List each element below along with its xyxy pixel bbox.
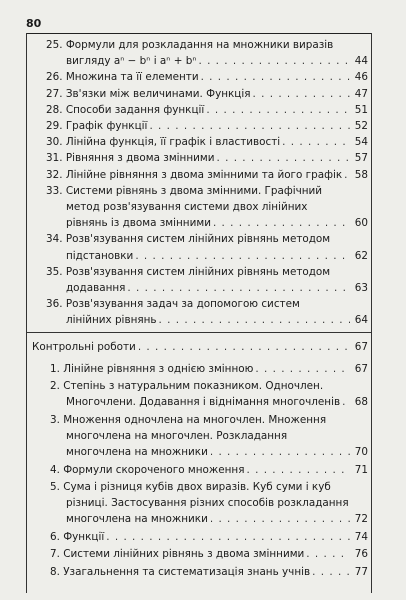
toc-entry-text: 27. Зв'язки між величинами. Функція [46,87,251,100]
dot-leader [210,444,350,460]
toc-entry-text: 1. Лінійне рівняння з однією змінною [50,362,254,375]
toc-entry-text: 29. Графік функції [46,120,148,132]
toc-page-number: 44 [354,55,368,68]
toc-page-number: 51 [354,103,368,116]
toc-entry-last-line [46,150,368,166]
toc-page-number: 64 [354,314,368,327]
toc-page-number: 57 [354,152,368,165]
toc-entry-line [46,296,300,312]
section-divider [26,332,372,333]
dot-leader [342,394,350,410]
dot-leader [106,529,350,545]
toc-entry-text: 25. Формули для розкладання на множники виразів [46,39,334,51]
toc-entry-last-line [66,511,368,527]
toc-entry-text: 31. Рівняння з двома змінними [46,152,215,165]
toc-page-number: 52 [354,120,368,132]
dot-leader [149,118,350,134]
dot-leader [255,361,350,377]
toc-entry-text: 6. Функції [50,530,105,543]
toc-entry-line [46,37,333,53]
toc-entry-text: метод розв'язування системи двох лінійних [66,201,308,213]
toc-entry-line [50,479,331,495]
toc-entry-last-line [50,546,368,562]
dot-leader [198,53,350,69]
toc-entry-text: 32. Лінійне рівняння з двома змінними та його графік [46,168,343,181]
toc-page-number: 62 [354,249,368,262]
dot-leader [206,102,350,118]
dot-leader [138,339,350,355]
toc-page-number: 71 [354,463,368,476]
toc-entry-text: рівнянь із двома змінними [66,217,211,230]
dot-leader [201,69,350,85]
toc-entry-line [46,264,330,280]
toc-page-number: 68 [354,396,368,409]
toc-entry-last-line [50,361,368,377]
toc-entry-last-line [46,86,368,102]
toc-entry-last-line [46,102,368,118]
toc-entry-text: 7. Системи лінійних рівнянь з двома змінними [50,548,305,561]
toc-page-number: 72 [354,513,368,526]
toc-page-number: 76 [354,548,368,561]
dot-leader [127,280,350,296]
toc-entry-text: 33. Системи рівнянь з двома змінними. Графічний [46,184,323,197]
toc-entry-last-line [50,529,368,545]
toc-page-number: 58 [354,168,368,181]
page-number: 80 [26,17,42,30]
toc-entry-line [66,199,307,215]
toc-page-number: 54 [354,136,368,149]
toc-entry-text: різниці. Застосування різних способів розкладання [66,497,349,510]
toc-entry-text: підстановки [66,249,134,262]
dot-leader [159,312,350,328]
dot-leader [246,462,350,478]
toc-entry-last-line [66,444,368,460]
toc-page-number: 47 [354,87,368,100]
toc-entry-text: 34. Розв'язування систем лінійних рівнянь методом [46,233,331,246]
toc-page-number: 70 [354,446,368,459]
dot-leader [312,564,350,580]
toc-entry-text: многочлена на многочлен. Розкладання [66,430,288,442]
toc-entry-last-line [50,564,368,580]
toc-page-number: 67 [354,340,368,353]
dot-leader [253,86,351,102]
toc-entry-text: 36. Розв'язування задач за допомогою систем [46,298,300,311]
dot-leader [135,248,350,264]
dot-leader [216,150,350,166]
toc-entry-last-line [46,134,368,150]
toc-page-number: 63 [354,282,368,294]
toc-entry-text: 4. Формули скороченого множення [50,463,245,476]
toc-entry-line [46,183,322,199]
toc-entry-text: 2. Степінь з натуральним показником. Одночлен. [50,380,324,393]
toc-entry-text: Многочлени. Додавання і віднімання многочленів [66,396,341,409]
toc-entry-line [50,378,323,394]
toc-entry-text: вигляду aⁿ − bⁿ і aⁿ + bⁿ [66,55,197,68]
toc-entry-last-line [66,394,368,410]
toc-entry-text: лінійних рівнянь [66,314,157,327]
toc-entry-text: многочлена на множники [66,446,208,459]
toc-page-number: 74 [354,530,368,543]
toc-entry-last-line [66,53,368,69]
toc-entry-last-line [66,280,368,296]
toc-entry-last-line [50,462,368,478]
toc-entry-line [46,231,330,247]
dot-leader [306,546,350,562]
toc-entry-text: 28. Способи задання функції [46,103,205,116]
toc-entry-last-line [46,167,368,183]
toc-page-number: 46 [354,71,368,84]
toc-page-number: 77 [354,565,368,578]
dot-leader [344,167,350,183]
toc-entry-last-line [66,312,368,328]
toc-entry-last-line [66,215,368,231]
toc-entry-text: 3. Множення одночлена на многочлен. Множення [50,413,327,426]
dot-leader [282,134,350,150]
toc-entry-line [50,412,326,428]
dot-leader [210,511,350,527]
toc-entry-last-line [46,69,368,85]
toc-entry-text: 26. Множина та її елементи [46,71,199,84]
toc-entry-text: 8. Узагальнення та систематизація знань учнів [50,565,311,578]
dot-leader [213,215,350,231]
toc-page-number: 60 [354,217,368,230]
toc-entry-text: 5. Сума і різниця кубів двох виразів. Куб суми і куб [50,481,331,493]
toc-entry-line [66,428,287,444]
toc-entry-last-line [46,118,368,134]
toc-page-number: 67 [354,362,368,375]
toc-entry-text: многочлена на множники [66,513,208,526]
toc-entry-line [66,495,349,511]
toc-entry-text: 30. Лінійна функція, її графік і властивості [46,136,281,149]
toc-entry-last-line [32,339,368,355]
toc-entry-last-line [66,248,368,264]
toc-entry-text: 35. Розв'язування систем лінійних рівнянь методом [46,265,331,278]
toc-entry-text: Контрольні роботи [32,340,136,353]
toc-entry-text: додавання [66,282,126,294]
